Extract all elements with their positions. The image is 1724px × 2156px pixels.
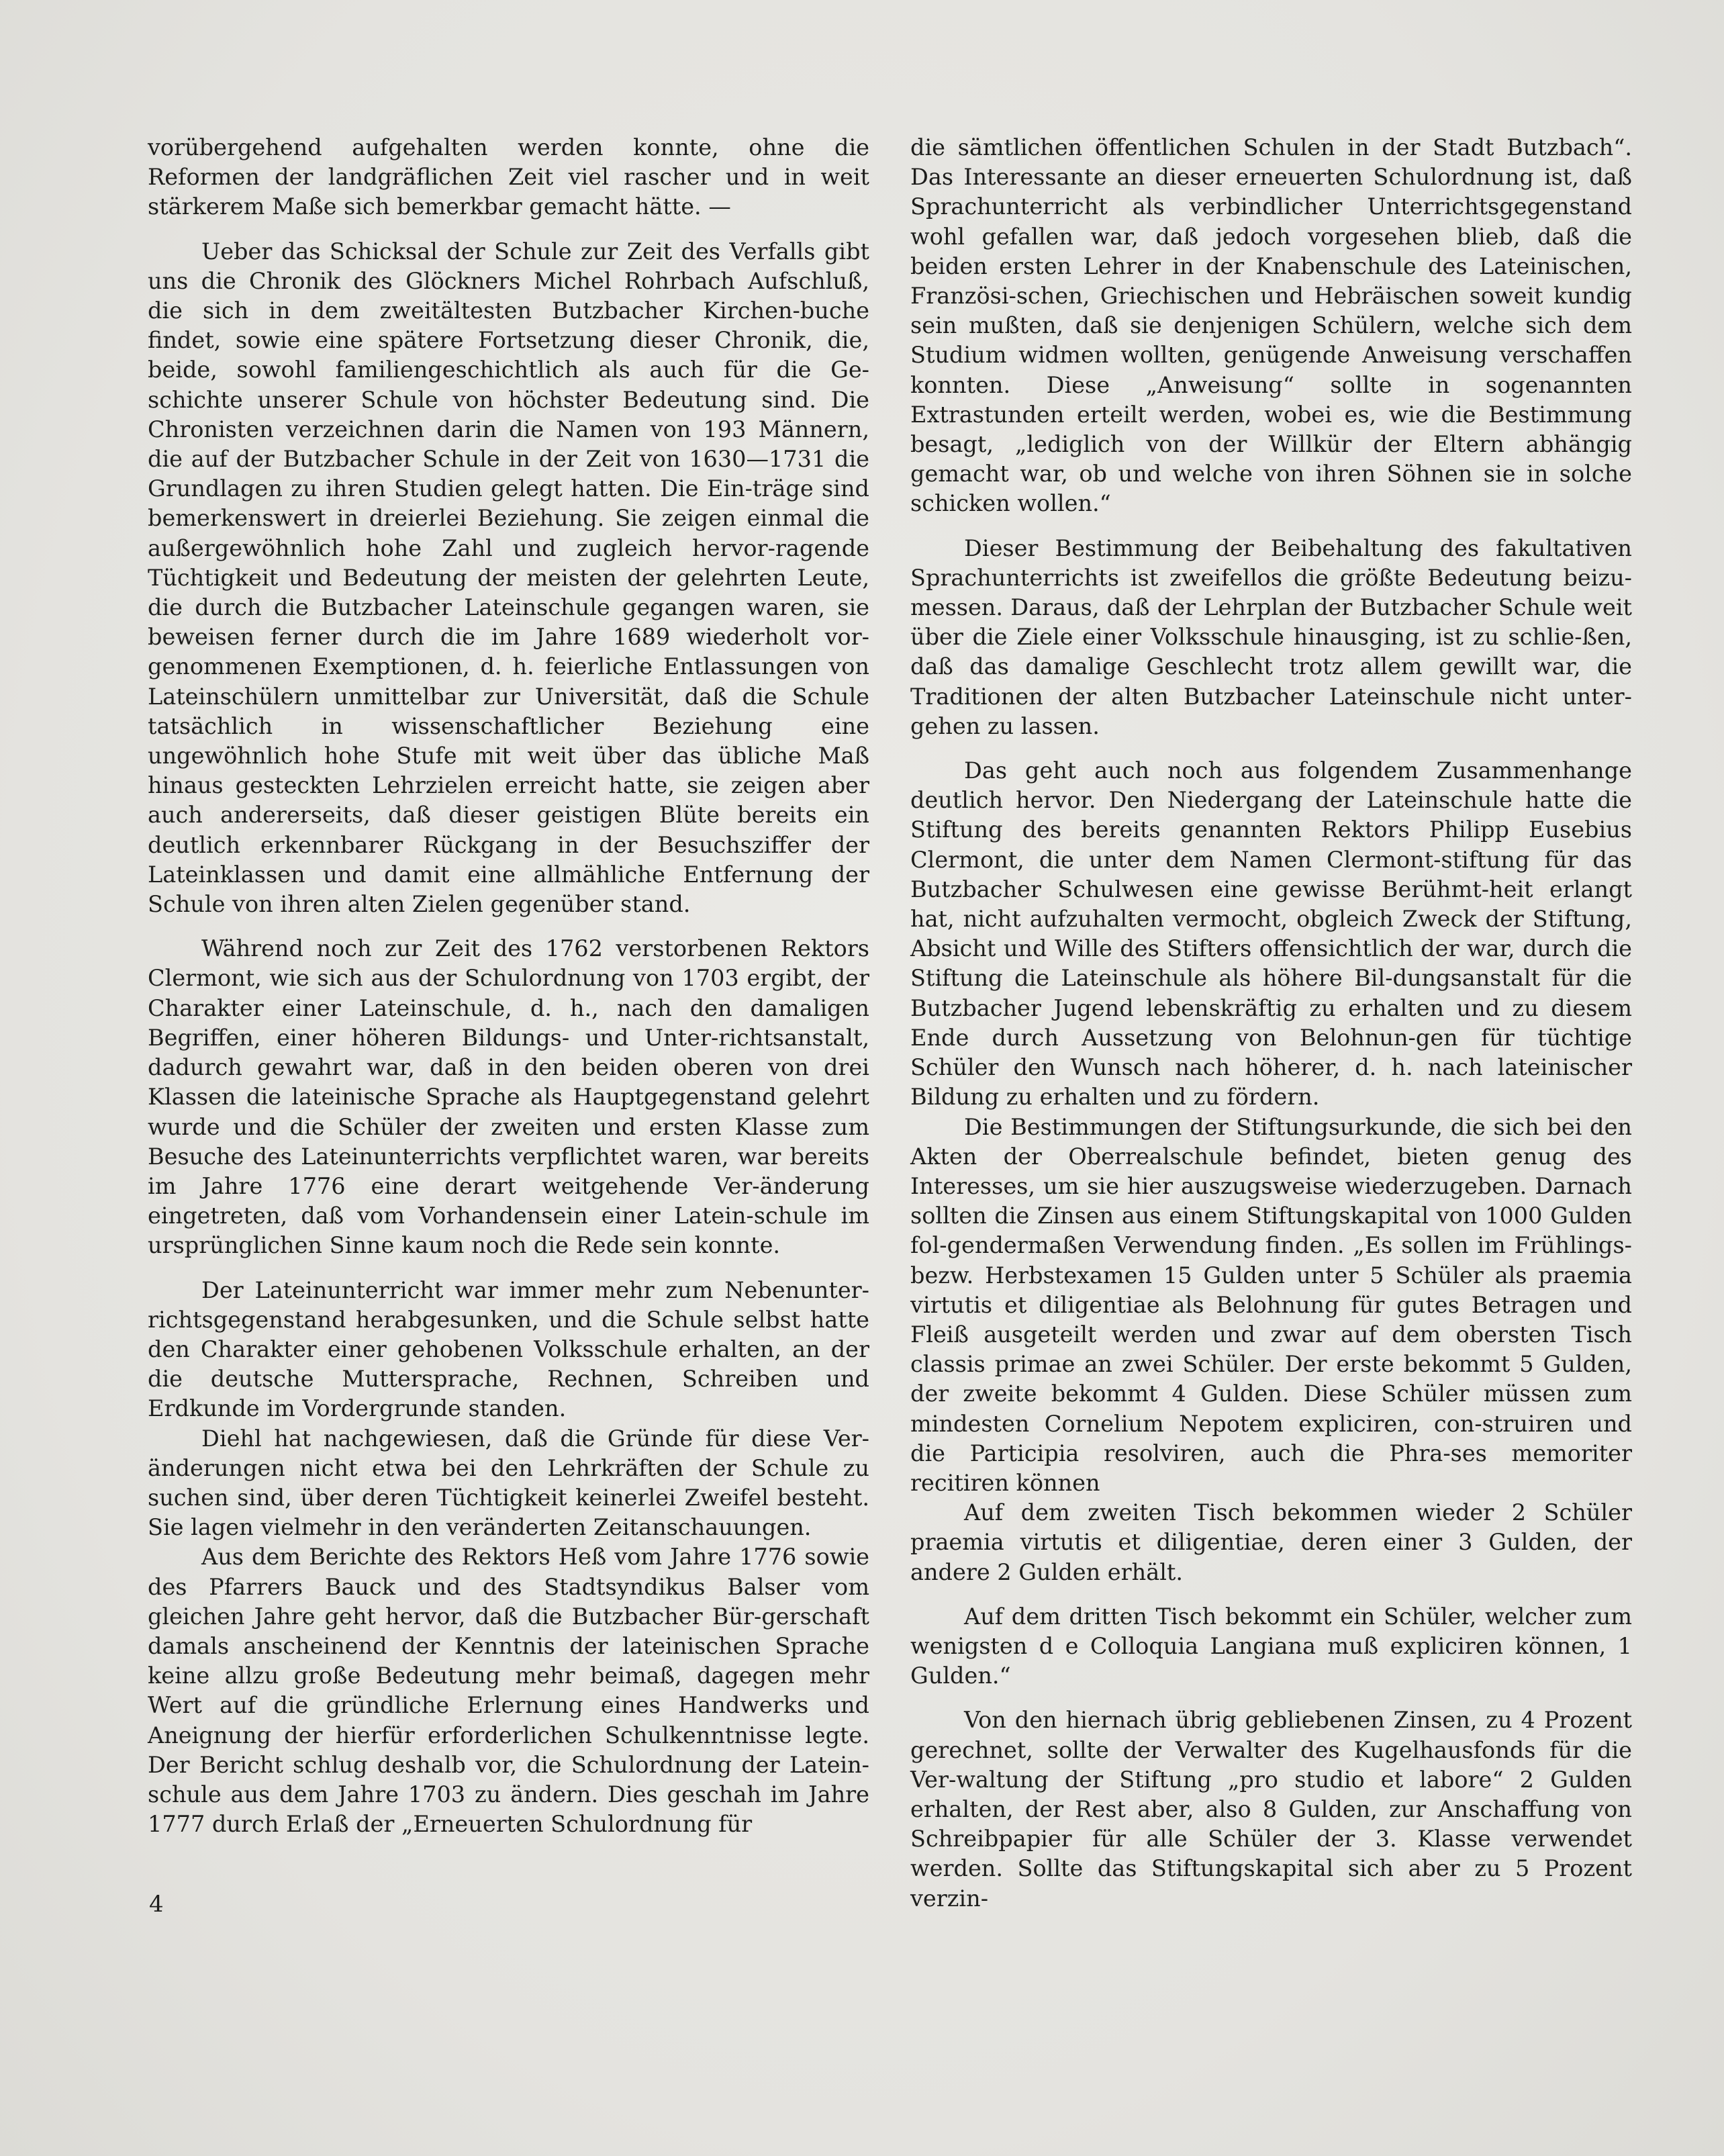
paragraph: Auf dem zweiten Tisch bekommen wieder 2 Schüler praemia virtutis et diligentiae, deren einer 3 Gulden, der andere 2 Gulden erhält.: [910, 1499, 1632, 1585]
paragraph: Dieser Bestimmung der Beibehaltung des fakultativen Sprachunterrichts ist zweifellos die größte Bedeutung beizu-messen. Daraus, daß der Lehrplan der Butzbacher Schule weit über die Ziele einer Volksschule hinausging, ist zu schlie-ßen, daß das damalige Geschlecht trotz allem gewillt war, die Traditionen der alten Butzbacher Lateinschule nicht unter-gehen zu lassen.: [910, 534, 1632, 739]
left-column: [148, 133, 869, 1839]
paragraph: Auf dem dritten Tisch bekommt ein Schüler, welcher zum wenigsten d e Colloquia Langiana muß expliciren können, 1 Gulden.“: [910, 1603, 1632, 1689]
right-column: [910, 133, 1632, 1914]
paragraph: Die Bestimmungen der Stiftungsurkunde, die sich bei den Akten der Oberrealschule befindet, bieten genug des Interesses, um sie hier auszugsweise wiederzugeben. Darnach sollten die Zinsen aus einem Stiftungskapital von 1000 Gulden fol-gendermaßen Verwendung finden. „Es sollen im Frühlings- bezw. Herbstexamen 15 Gulden unter 5 Schüler als praemia virtutis et diligentiae als Belohnung für gutes Betragen und Fleiß ausgeteilt werden und zwar auf dem obersten Tisch classis primae an zwei Schüler. Der erste bekommt 5 Gulden, der zweite bekommt 4 Gulden. Diese Schüler müssen zum mindesten Cornelium Nepotem expliciren, con-struiren und die Participia resolviren, auch die Phra-ses memoriter recitiren können: [910, 1113, 1632, 1496]
paragraph: Ueber das Schicksal der Schule zur Zeit des Verfalls gibt uns die Chronik des Glöckners Michel Rohrbach Aufschluß, die sich in dem zweitältesten Butzbacher Kirchen-buche findet, sowie eine spätere Fortsetzung dieser Chronik, die, beide, sowohl familiengeschichtlich als auch für die Ge-schichte unserer Schule von höchster Bedeutung sind. Die Chronisten verzeichnen darin die Namen von 193 Männern, die auf der Butzbacher Schule in der Zeit von 1630—1731 die Grundlagen zu ihren Studien gelegt hatten. Die Ein-träge sind bemerkenswert in dreierlei Beziehung. Sie zeigen einmal die außergewöhnlich hohe Zahl und zugleich hervor-ragende Tüchtigkeit und Bedeutung der meisten der gelehrten Leute, die durch die Butzbacher Lateinschule gegangen waren, sie beweisen ferner durch die im Jahre 1689 wiederholt vor-genommenen Exemptionen, d. h. feierliche Entlassungen von Lateinschülern unmittelbar zur Universität, daß die Schule tatsächlich in wissenschaftlicher Beziehung eine ungewöhnlich hohe Stufe mit weit über das übliche Maß hinaus gesteckten Lehrzielen erreicht hatte, sie zeigen aber auch andererseits, daß dieser geistigen Blüte bereits ein deutlich erkennbarer Rückgang in der Besuchsziffer der Lateinklassen und damit eine allmähliche Entfernung der Schule von ihren alten Zielen gegenüber stand.: [148, 238, 869, 918]
paragraph: Während noch zur Zeit des 1762 verstorbenen Rektors Clermont, wie sich aus der Schulordnung von 1703 ergibt, der Charakter einer Lateinschule, d. h., nach den damaligen Begriffen, einer höheren Bildungs- und Unter-richtsanstalt, dadurch gewahrt war, daß in den beiden oberen von drei Klassen die lateinische Sprache als Hauptgegenstand gelehrt wurde und die Schüler der zweiten und ersten Klasse zum Besuche des Lateinunterrichts verpflichtet waren, war bereits im Jahre 1776 eine derart weitgehende Ver-änderung eingetreten, daß vom Vorhandensein einer Latein-schule im ursprünglichen Sinne kaum noch die Rede sein konnte.: [148, 935, 869, 1259]
page-number: 4: [149, 1891, 164, 1918]
paragraph: Der Lateinunterricht war immer mehr zum Nebenunter-richtsgegenstand herabgesunken, und die Schule selbst hatte den Charakter einer gehobenen Volksschule erhalten, an der die deutsche Muttersprache, Rechnen, Schreiben und Erdkunde im Vordergrunde standen.: [148, 1276, 869, 1422]
paragraph: Das geht auch noch aus folgendem Zusammenhange deutlich hervor. Den Niedergang der Lateinschule hatte die Stiftung des bereits genannten Rektors Philipp Eusebius Clermont, die unter dem Namen Clermont-stiftung für das Butzbacher Schulwesen eine gewisse Berühmt-heit erlangt hat, nicht aufzuhalten vermocht, obgleich Zweck der Stiftung, Absicht und Wille des Stifters offensichtlich der war, durch die Stiftung die Lateinschule als höhere Bil-dungsanstalt für die Butzbacher Jugend lebenskräftig zu erhalten und zu diesem Ende durch Aussetzung von Belohnun-gen für tüchtige Schüler den Wunsch nach höherer, d. h. nach lateinischer Bildung zu erhalten und zu fördern.: [910, 757, 1632, 1111]
paragraph: Aus dem Berichte des Rektors Heß vom Jahre 1776 sowie des Pfarrers Bauck und des Stadtsyndikus Balser vom gleichen Jahre geht hervor, daß die Butzbacher Bür-gerschaft damals anscheinend der Kenntnis der lateinischen Sprache keine allzu große Bedeutung mehr beimaß, dagegen mehr Wert auf die gründliche Erlernung eines Handwerks und Aneignung der hierfür erforderlichen Schulkenntnisse legte. Der Bericht schlug deshalb vor, die Schulordnung der Latein-schule aus dem Jahre 1703 zu ändern. Dies geschah im Jahre 1777 durch Erlaß der „Erneuerten Schulordnung für: [148, 1544, 869, 1838]
paragraph: Diehl hat nachgewiesen, daß die Gründe für diese Ver-änderungen nicht etwa bei den Lehrkräften der Schule zu suchen sind, über deren Tüchtigkeit keinerlei Zweifel besteht. Sie lagen vielmehr in den veränderten Zeitanschauungen.: [148, 1425, 869, 1541]
paragraph: vorübergehend aufgehalten werden konnte, ohne die Reformen der landgräflichen Zeit viel rascher und in weit stärkerem Maße sich bemerkbar gemacht hätte. —: [148, 134, 869, 220]
paragraph: die sämtlichen öffentlichen Schulen in der Stadt Butzbach“. Das Interessante an dieser erneuerten Schulordnung ist, daß Sprachunterricht als verbindlicher Unterrichtsgegenstand wohl gefallen war, daß jedoch vorgesehen blieb, daß die beiden ersten Lehrer in der Knabenschule des Lateinischen, Französi-schen, Griechischen und Hebräischen soweit kundig sein mußten, daß sie denjenigen Schülern, welche sich dem Studium widmen wollten, genügende Anweisung verschaffen konnten. Diese „Anweisung“ sollte in sogenannten Extrastunden erteilt werden, wobei es, wie die Bestimmung besagt, „lediglich von der Willkür der Eltern abhängig gemacht war, ob und welche von ihren Söhnen sie in solche schicken wollen.“: [910, 134, 1632, 517]
paragraph: Von den hiernach übrig gebliebenen Zinsen, zu 4 Prozent gerechnet, sollte der Verwalter des Kugelhausfonds für die Ver-waltung der Stiftung „pro studio et labore“ 2 Gulden erhalten, der Rest aber, also 8 Gulden, zur Anschaffung von Schreibpapier für alle Schüler der 3. Klasse verwendet werden. Sollte das Stiftungskapital sich aber zu 5 Prozent verzin-: [910, 1707, 1632, 1912]
